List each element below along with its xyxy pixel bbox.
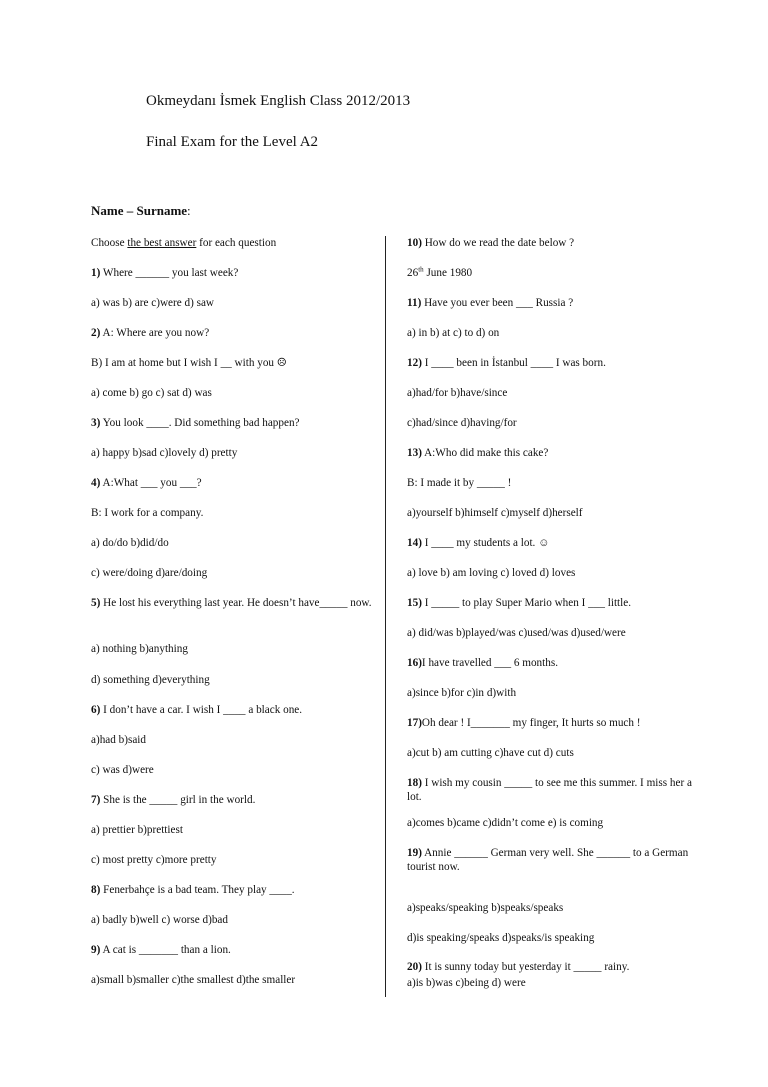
question-text: You look ____. Did something bad happen?	[100, 417, 300, 429]
option-text: d) something d)everything	[91, 674, 210, 686]
question-number: 7)	[91, 794, 101, 806]
question-number: 8)	[91, 884, 101, 896]
answer-options-right-17	[407, 746, 574, 760]
name-surname-colon: :	[187, 203, 191, 218]
option-text: a)had b)said	[91, 734, 146, 746]
option-text: c)had/since d)having/for	[407, 417, 517, 429]
option-text: a) in b) at c) to d) on	[407, 327, 500, 339]
option-text: a) do/do b)did/do	[91, 537, 169, 549]
option-text: a)cut b) am cutting c)have cut d) cuts	[407, 747, 574, 759]
answer-options-left-8	[91, 506, 203, 520]
answer-options-left-21	[91, 913, 228, 927]
question-number: 10)	[407, 237, 422, 249]
question-text: I ____ been in İstanbul ____ I was born.	[421, 357, 606, 369]
option-text: d)is speaking/speaks d)speaks/is speaking	[407, 932, 595, 944]
question-number: 20)	[407, 961, 422, 973]
question-right-2	[407, 296, 573, 310]
option-text: c) was d)were	[91, 764, 154, 776]
option-text: a) badly b)well c) worse d)bad	[91, 914, 228, 926]
question-text: I have travelled ___ 6 months.	[421, 657, 559, 669]
question-right-16	[407, 716, 641, 730]
question-right-14	[407, 656, 558, 670]
question-number: 5)	[91, 597, 101, 609]
question-text: A: Where are you now?	[100, 327, 210, 339]
answer-options-left-4	[91, 386, 212, 400]
question-right-7	[407, 446, 548, 460]
option-text: a) prettier b)prettiest	[91, 824, 183, 836]
option-text: B: I work for a company.	[91, 507, 204, 519]
option-text: a) was b) are c)were d) saw	[91, 297, 214, 309]
question-number: 6)	[91, 704, 101, 716]
option-text: B) I am at home but I wish I __ with you ☹	[91, 357, 287, 369]
exam-title: Final Exam for the Level A2	[146, 134, 319, 150]
option-text: a) come b) go c) sat d) was	[91, 387, 212, 399]
answer-options-left-23	[91, 973, 295, 987]
instructions-suffix: for each question	[196, 237, 277, 249]
question-number: 14)	[407, 537, 422, 549]
question-right-20	[407, 846, 692, 874]
question-text: A cat is _______ than a lion.	[100, 944, 231, 956]
question-number: 9)	[91, 944, 101, 956]
question-left-2	[91, 326, 209, 340]
class-title: Okmeydanı İsmek English Class 2012/2013	[146, 93, 411, 109]
option-text: a) love b) am loving c) loved d) loves	[407, 567, 576, 579]
answer-options-right-6	[407, 416, 517, 430]
answer-options-right-3	[407, 326, 499, 340]
option-text: a) did/was b)played/was c)used/was d)used/were	[407, 627, 626, 639]
option-text: a)comes b)came c)didn’t come e) is coming	[407, 817, 604, 829]
answer-options-left-1	[91, 296, 214, 310]
question-left-5	[91, 416, 300, 430]
question-left-22	[91, 943, 231, 957]
question-left-14	[91, 703, 302, 717]
question-text: A:Who did make this cake?	[421, 447, 549, 459]
question-left-0	[91, 266, 238, 280]
option-text: a)speaks/speaking b)speaks/speaks	[407, 902, 564, 914]
answer-options-right-15	[407, 686, 516, 700]
answer-options-right-13	[407, 626, 626, 640]
option-text: c) were/doing d)are/doing	[91, 567, 208, 579]
option-text: a)had/for b)have/since	[407, 387, 508, 399]
question-number: 15)	[407, 597, 422, 609]
question-number: 19)	[407, 847, 422, 859]
question-text: I _____ to play Super Mario when I ___ little.	[421, 597, 632, 609]
question-right-0	[407, 236, 574, 250]
column-divider	[385, 236, 386, 997]
question-left-7	[91, 476, 202, 490]
question-text: She is the _____ girl in the world.	[100, 794, 256, 806]
answer-options-right-11	[407, 566, 575, 580]
question-number: 12)	[407, 357, 422, 369]
question-number: 3)	[91, 417, 101, 429]
question-right-10	[407, 536, 550, 550]
question-text: It is sunny today but yesterday it _____ rainy.	[421, 961, 630, 973]
date-text: June 1980	[423, 267, 473, 279]
option-text: a)since b)for c)in d)with	[407, 687, 517, 699]
option-text: a)yourself b)himself c)myself d)herself	[407, 507, 583, 519]
answer-options-right-19	[407, 816, 603, 830]
answer-options-left-10	[91, 566, 207, 580]
question-text: How do we read the date below ?	[421, 237, 575, 249]
answer-options-right-24	[407, 976, 526, 990]
question-text: I don’t have a car. I wish I ____ a black one.	[100, 704, 303, 716]
answer-options-right-22	[407, 931, 594, 945]
answer-options-left-16	[91, 763, 154, 777]
question-left-17	[91, 793, 255, 807]
instructions-prefix: Choose	[91, 237, 128, 249]
option-text: a)small b)smaller c)the smallest d)the smaller	[91, 974, 296, 986]
answer-options-right-21	[407, 901, 563, 915]
question-text: Have you ever been ___ Russia ?	[421, 297, 574, 309]
question-number: 13)	[407, 447, 422, 459]
question-number: 1)	[91, 267, 101, 279]
question-number: 17)	[407, 717, 422, 729]
question-left-20	[91, 883, 295, 897]
question-text: Annie ______ German very well. She ______ to a German tourist now.	[407, 847, 689, 873]
question-number: 18)	[407, 777, 422, 789]
question-right-23	[407, 960, 629, 974]
answer-options-left-13	[91, 673, 210, 687]
answer-options-left-15	[91, 733, 146, 747]
question-text: I ____ my students a lot. ☺	[421, 537, 550, 549]
ordinal-suffix: th	[418, 265, 424, 274]
answer-options-left-12	[91, 642, 188, 656]
question-number: 16)	[407, 657, 422, 669]
option-text: B: I made it by _____ !	[407, 477, 512, 489]
question-text: Fenerbahçe is a bad team. They play ____.	[100, 884, 295, 896]
question-left-11	[91, 596, 376, 610]
question-text: Where ______ you last week?	[100, 267, 239, 279]
option-text: 26	[407, 267, 419, 279]
answer-options-left-19	[91, 853, 217, 867]
answer-options-left-3	[91, 356, 287, 370]
question-right-12	[407, 596, 631, 610]
answer-options-left-18	[91, 823, 183, 837]
option-text: a) happy b)sad c)lovely d) pretty	[91, 447, 238, 459]
question-right-4	[407, 356, 606, 370]
name-surname-label: Name – Surname	[91, 203, 188, 218]
option-text: a) nothing b)anything	[91, 643, 188, 655]
question-number: 2)	[91, 327, 101, 339]
instructions-emphasis: the best answer	[127, 237, 197, 249]
answer-options-right-1	[407, 266, 472, 280]
answer-options-left-6	[91, 446, 237, 460]
name-surname-field	[91, 203, 191, 219]
answer-options-right-8	[407, 476, 511, 490]
question-number: 4)	[91, 477, 101, 489]
question-number: 11)	[407, 297, 422, 309]
answer-options-right-9	[407, 506, 583, 520]
answer-options-right-5	[407, 386, 507, 400]
question-text: A:What ___ you ___?	[100, 477, 202, 489]
question-text: I wish my cousin _____ to see me this summer. I miss her a lot.	[407, 777, 692, 803]
question-text: Oh dear ! I_______ my finger, It hurts so much !	[421, 717, 641, 729]
question-text: He lost his everything last year. He doesn’t have_____ now.	[100, 597, 372, 609]
option-text: a)is b)was c)being d) were	[407, 977, 526, 989]
answer-options-left-9	[91, 536, 169, 550]
instructions	[91, 236, 276, 250]
question-right-18	[407, 776, 692, 804]
option-text: c) most pretty c)more pretty	[91, 854, 217, 866]
